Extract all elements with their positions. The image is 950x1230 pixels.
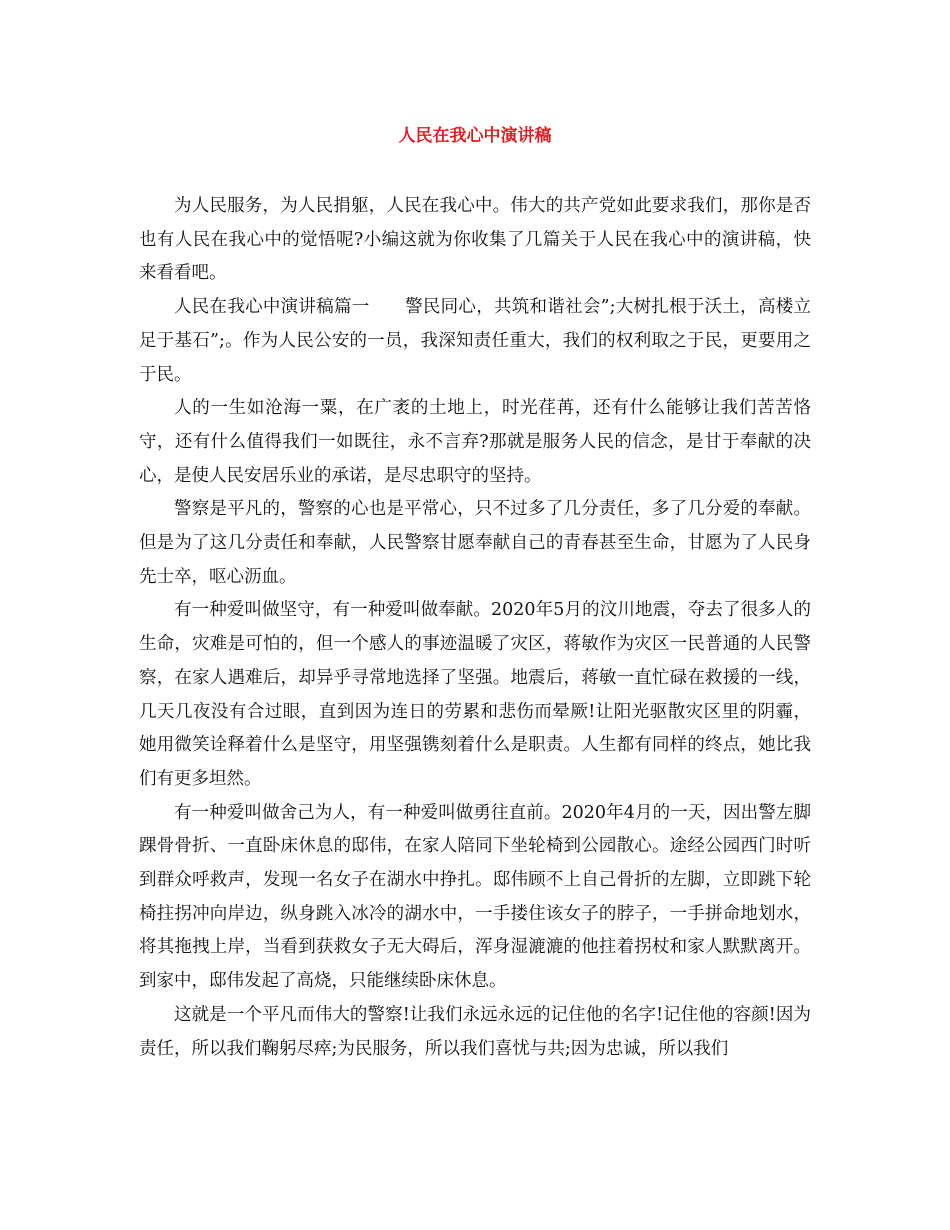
document-title: 人民在我心中演讲稿	[398, 126, 552, 146]
paragraph: 人民在我心中演讲稿篇一 警民同心，共筑和谐社会”;大树扎根于沃土，高楼立足于基石”;。作为人民公安的一员，我深知责任重大，我们的权利取之于民，更要用之于民。	[139, 297, 811, 385]
paragraph: 人的一生如沧海一粟，在广袤的土地上，时光荏苒，还有什么能够让我们苦苦恪守，还有什么值得我们一如既往，永不言弃?那就是服务人民的信念，是甘于奉献的决心，是使人民安居乐业的承诺，是尽忠职守的坚持。	[139, 398, 811, 486]
paragraph: 有一种爱叫做坚守，有一种爱叫做奉献。2020年5月的汶川地震，夺去了很多人的生命，灾难是可怕的，但一个感人的事迹温暖了灾区，蒋敏作为灾区一民普通的人民警察，在家人遇难后，却异乎寻常地选择了坚强。地震后，蒋敏一直忙碌在救援的一线，几天几夜没有合过眼，直到因为连日的劳累和悲伤而晕厥!让阳光驱散灾区里的阴霾，她用微笑诠释着什么是坚守，用坚强镌刻着什么是职责。人生都有同样的终点，她比我们有更多坦然。	[139, 600, 811, 789]
paragraph: 有一种爱叫做舍己为人，有一种爱叫做勇往直前。2020年4月的一天，因出警左脚踝骨骨折、一直卧床休息的邸伟，在家人陪同下坐轮椅到公园散心。途经公园西门时听到群众呼救声，发现一名女子在湖水中挣扎。邸伟顾不上自己骨折的左脚，立即跳下轮椅拄拐冲向岸边，纵身跳入冰冷的湖水中，一手搂住该女子的脖子，一手拼命地划水，将其拖拽上岸，当看到获救女子无大碍后，浑身湿漉漉的他拄着拐杖和家人默默离开。到家中，邸伟发起了高烧，只能继续卧床休息。	[139, 802, 811, 992]
paragraph: 为人民服务，为人民捐躯，人民在我心中。伟大的共产党如此要求我们，那你是否也有人民在我心中的觉悟呢?小编这就为你收集了几篇关于人民在我心中的演讲稿，快来看看吧。	[139, 196, 811, 284]
paragraph: 这就是一个平凡而伟大的警察!让我们永远永远的记住他的名字!记住他的容颜!因为责任，所以我们鞠躬尽瘁;为民服务，所以我们喜忧与共;因为忠诚，所以我们	[139, 1004, 811, 1059]
paragraph: 警察是平凡的，警察的心也是平常心，只不过多了几分责任，多了几分爱的奉献。但是为了这几分责任和奉献，人民警察甘愿奉献自己的青春甚至生命，甘愿为了人民身先士卒，呕心沥血。	[139, 499, 811, 587]
document-body	[139, 190, 811, 1066]
